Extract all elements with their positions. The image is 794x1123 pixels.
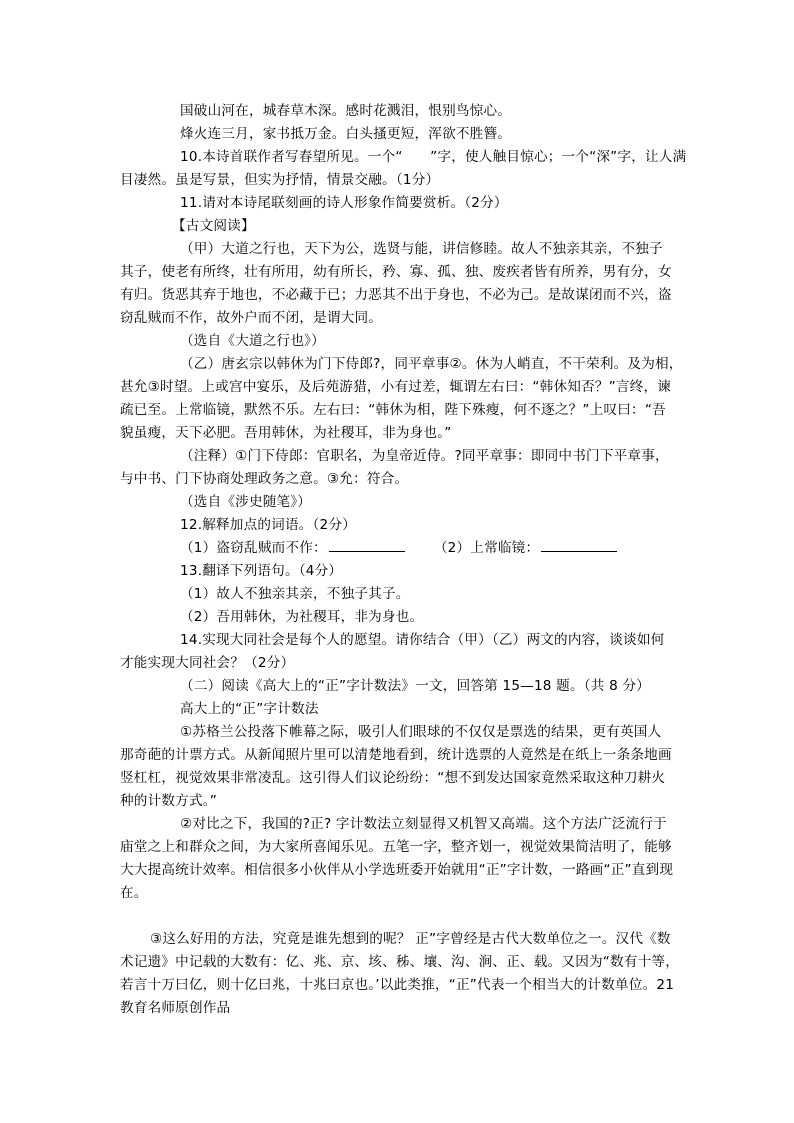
- question-12: 12.解释加点的词语。（2分）: [180, 517, 356, 533]
- paragraph-2-line-3: 大大提高统计效率。相信很多小伙伴从小学选班委开始就用“正”字计数，一路画“正”直到现: [120, 862, 674, 878]
- question-10-line-1: 10.本诗首联作者写春望所见。一个“ ”字，使人触目惊心；一个“深”字，让人满: [180, 149, 687, 165]
- poem-line-1: 国破山河在，城春草木深。感时花溅泪，恨别鸟惊心。: [180, 103, 512, 119]
- source-jia: （选自《大道之行也》）: [180, 333, 325, 349]
- question-12-item-1: （1）盗窃乱贼而不作：: [180, 540, 327, 556]
- question-13-item-1: （1）故人不独亲其亲，不独子其子。: [180, 586, 410, 602]
- paragraph-3-line-1: ③这么好用的方法，究竟是谁先想到的呢？ 正”字曾经是古代大数单位之一。汉代《数: [150, 931, 671, 947]
- question-12-item-2: （2）上常临镜：: [433, 540, 540, 556]
- text-yi-line-1: （乙）唐玄宗以韩休为门下侍郎?，同平章事②。休为人峭直，不干荣利。及为相，: [180, 356, 683, 372]
- paragraph-2-line-2: 庙堂之上和群众之间，为大家所喜闻乐见。五笔一字，整齐划一，视觉效果简洁明了，能够: [120, 839, 672, 855]
- annotation-line-1: （注释）①门下侍郎：官职名，为皇帝近侍。?同平章事：即同中书门下平章事，: [180, 448, 669, 464]
- section-heading-classical: 【古文阅读】: [172, 218, 255, 234]
- question-10-line-2: 目凄然。虽是写景，但实为抒情，情景交融。（1分）: [120, 172, 440, 188]
- article-title: 高大上的“正”字计数法: [180, 701, 319, 717]
- question-13-item-2: （2）吾用韩休，为社稷耳，非为身也。: [180, 609, 424, 625]
- paragraph-1-line-1: ①苏格兰公投落下帷幕之际，吸引人们眼球的不仅仅是票选的结果，更有英国人: [180, 724, 662, 740]
- text-yi-line-4: 貌虽瘦，天下必肥。吾用韩休，为社稷耳，非为身也。”: [120, 425, 452, 441]
- paragraph-2-line-4: 在。: [120, 885, 148, 901]
- text-yi-line-3: 疏已至。上常临镜，默然不乐。左右曰：“韩休为相，陛下殊瘦，何不逐之？”上叹曰：“吾: [120, 402, 666, 418]
- question-12-items: [180, 538, 617, 558]
- text-jia-line-2: 其子，使老有所终，壮有所用，幼有所长，矜、寡、孤、独、废疾者皆有所养，男有分，女: [120, 264, 672, 280]
- question-13: 13.翻译下列语句。（4分）: [180, 563, 343, 579]
- source-yi: （选自《涉史随笔》）: [180, 494, 312, 510]
- text-jia-line-3: 有归。货恶其弃于地也，不必藏于已；力恶其不出于身也，不必为己。是故谋闭而不兴，盗: [120, 287, 672, 303]
- answer-blank-2[interactable]: [541, 539, 617, 552]
- paragraph-1-line-4: 种的计数方式。”: [120, 793, 217, 809]
- paragraph-1-line-3: 竖杠杠，视觉效果非常凌乱。这引得人们议论纷纷：“想不到发达国家竟然采取这种刀耕火: [120, 770, 666, 786]
- paragraph-2-line-1: ②对比之下，我国的?正? 字计数法立刻显得又机智又高端。这个方法广泛流行于: [180, 816, 667, 832]
- annotation-line-2: 与中书、门下协商处理政务之意。③允：符合。: [120, 471, 409, 487]
- text-jia-line-1: （甲）大道之行也，天下为公，选贤与能，讲信修睦。故人不独亲其亲，不独子: [180, 241, 663, 257]
- paragraph-1-line-2: 那奇葩的计票方式。从新闻照片里可以清楚地看到，统计选票的人竟然是在纸上一条条地画: [120, 747, 672, 763]
- question-14-line-1: 14.实现大同社会是每个人的愿望。请你结合（甲）（乙）两文的内容，谈谈如何: [180, 632, 665, 648]
- text-yi-line-2: 甚允③时望。上或宫中宴乐，及后苑游猎，小有过差，辄谓左右曰：“韩休知否？”言终，谏: [120, 379, 672, 395]
- section-two-heading: （二）阅读《高大上的“正”字计数法》一文，回答第 15—18 题。（共 8 分）: [180, 678, 651, 694]
- paragraph-3-line-4: 教育名师原创作品: [120, 1000, 231, 1016]
- poem-line-2: 烽火连三月，家书抵万金。白头搔更短，浑欲不胜簪。: [180, 126, 512, 142]
- text-jia-line-4: 窃乱贼而不作，故外户而不闭，是谓大同。: [120, 310, 383, 326]
- paragraph-3-line-2: 术记遗》中记载的大数有：亿、兆、京、垓、秭、壤、沟、涧、正、载。又因为“数有十等，: [120, 954, 679, 970]
- question-14-line-2: 才能实现大同社会？（2分）: [120, 655, 295, 671]
- question-11: 11.请对本诗尾联刻画的诗人形象作简要赏析。（2分）: [180, 195, 508, 211]
- answer-blank-1[interactable]: [329, 539, 405, 552]
- paragraph-3-line-3: 若言十万曰亿，则十亿曰兆，十兆曰京也。’以此类推，“正”代表一个相当大的计数单位。21: [120, 977, 675, 993]
